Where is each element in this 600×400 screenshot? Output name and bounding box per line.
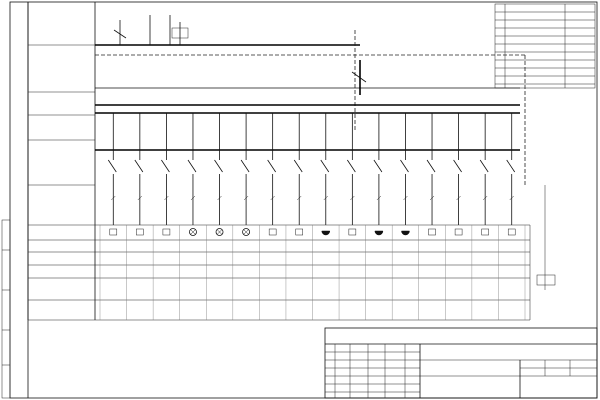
group-circuit bbox=[400, 113, 409, 235]
load-box-icon bbox=[482, 229, 489, 235]
group-circuit bbox=[454, 113, 463, 235]
lamp-icon bbox=[216, 229, 223, 236]
group-circuit bbox=[507, 113, 516, 235]
group-circuit bbox=[427, 113, 436, 235]
lamp-icon bbox=[243, 229, 250, 236]
group-data-table bbox=[95, 225, 530, 320]
load-box-icon bbox=[136, 229, 143, 235]
load-box-icon bbox=[296, 229, 303, 235]
load-box-icon bbox=[163, 229, 170, 235]
group-circuit bbox=[294, 113, 303, 235]
socket-icon bbox=[401, 231, 409, 235]
title-block bbox=[325, 328, 597, 398]
lamp-icon bbox=[189, 229, 196, 236]
legend-table bbox=[495, 4, 595, 88]
socket-icon bbox=[375, 231, 383, 235]
group-circuit bbox=[161, 113, 170, 235]
group-circuit bbox=[135, 113, 144, 235]
group-circuit bbox=[347, 113, 356, 235]
group-circuit bbox=[188, 113, 197, 236]
group-circuit bbox=[374, 113, 383, 235]
group-circuit bbox=[108, 113, 117, 235]
load-box-icon bbox=[110, 229, 117, 235]
group-circuit bbox=[321, 113, 330, 235]
busbar bbox=[95, 105, 520, 150]
load-box-icon bbox=[508, 229, 515, 235]
socket-icon bbox=[322, 231, 330, 235]
group-circuits bbox=[108, 113, 515, 236]
group-circuit bbox=[268, 113, 277, 235]
group-circuit bbox=[480, 113, 489, 235]
load-box-icon bbox=[455, 229, 462, 235]
load-box-icon bbox=[429, 229, 436, 235]
supply-section bbox=[95, 15, 525, 185]
pe-bar bbox=[537, 185, 555, 290]
load-box-icon bbox=[269, 229, 276, 235]
left-label-column bbox=[28, 2, 95, 320]
group-circuit bbox=[215, 113, 224, 236]
group-circuit bbox=[241, 113, 250, 236]
load-box-icon bbox=[349, 229, 356, 235]
